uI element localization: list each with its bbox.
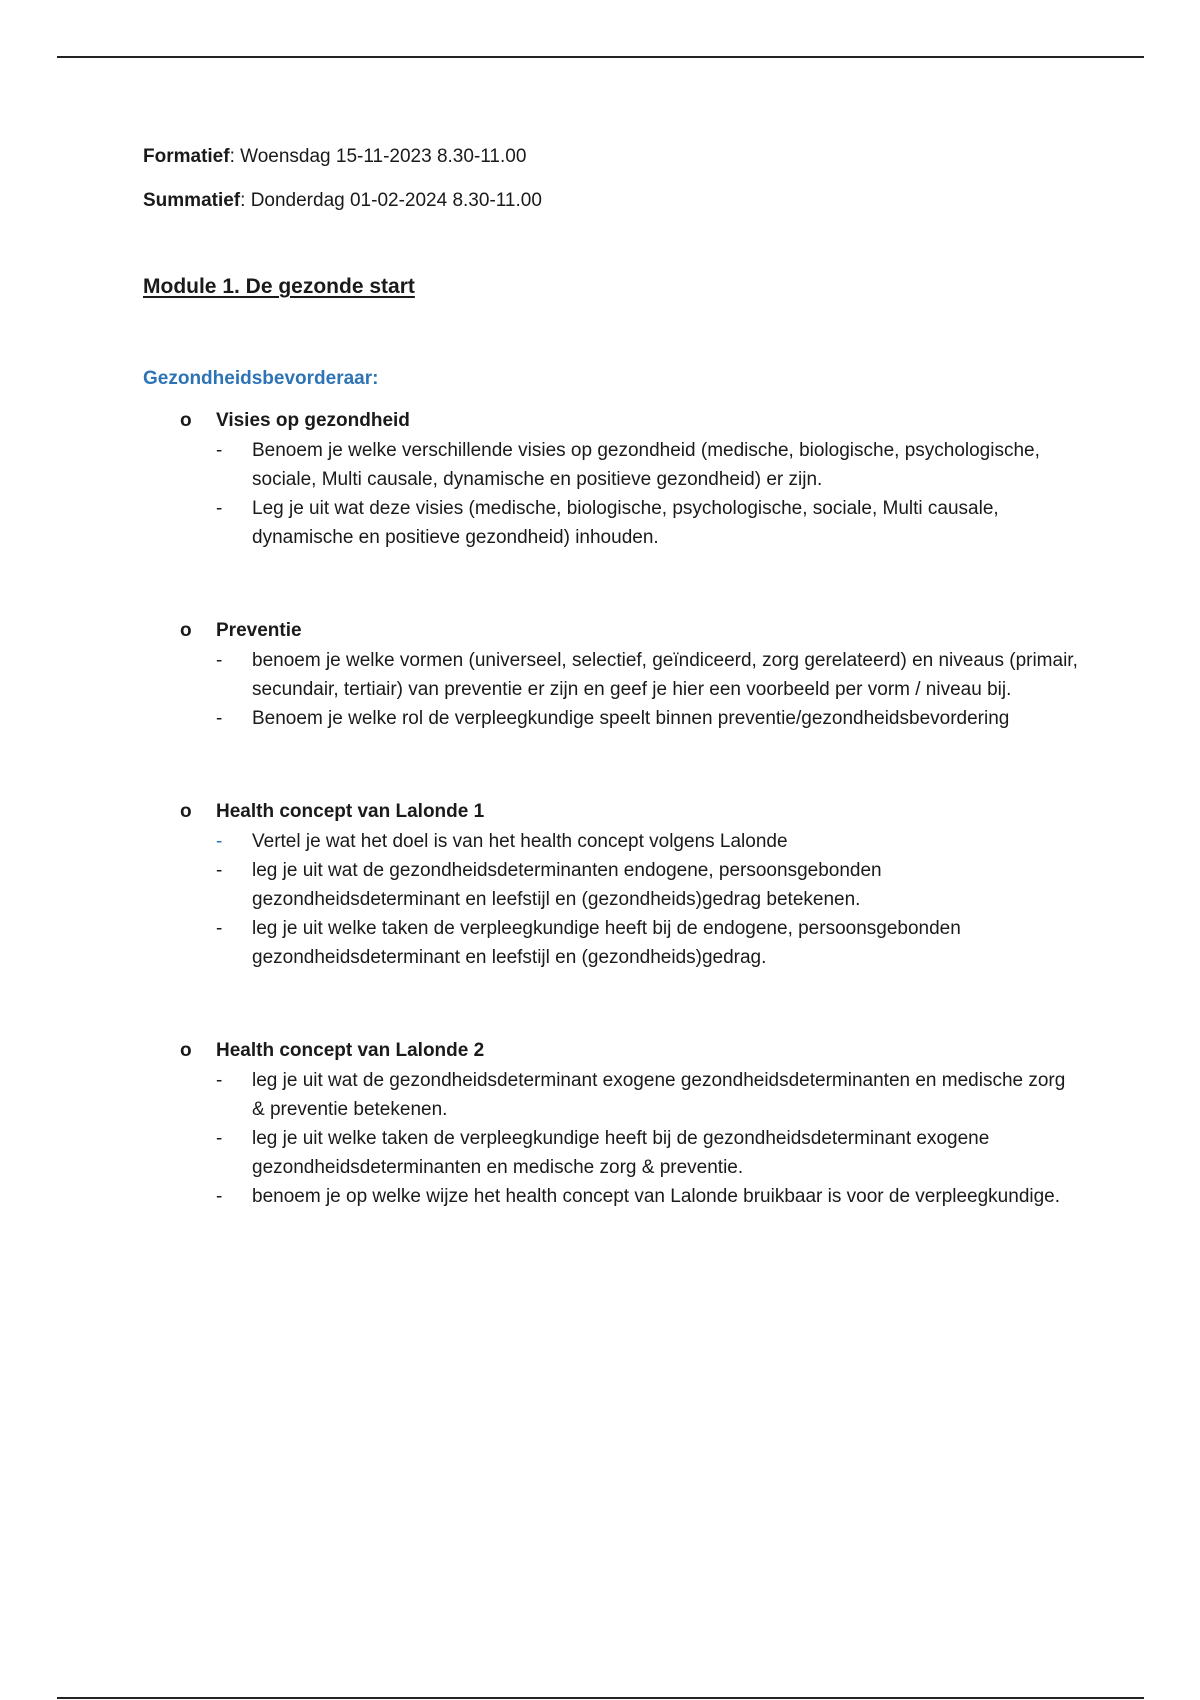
topic-lalonde-1 — [180, 797, 1083, 972]
header-rule — [57, 56, 1144, 58]
list-item-text: benoem je welke vormen (universeel, selectief, geïndiceerd, zorg gerelateerd) en niveaus (primair, secundair, tertiair) van preventie er zijn en geef je hier een voorbeeld per vorm / niveau bij. — [252, 650, 1078, 700]
circle-bullet-icon: o — [180, 410, 192, 431]
formatief-label: Formatief — [143, 146, 230, 167]
list-item — [216, 1182, 1083, 1211]
topic-heading — [180, 1036, 1083, 1066]
list-item-text: leg je uit wat de gezondheidsdeterminant exogene gezondheidsdeterminanten en medische zorg & preventie betekenen. — [252, 1070, 1066, 1120]
topic-title: Health concept van Lalonde 2 — [216, 1040, 485, 1061]
list-item-text: leg je uit wat de gezondheidsdeterminanten endogene, persoonsgebonden gezondheidsdeterminant en leefstijl en (gezondheids)gedrag betekenen. — [252, 860, 882, 910]
list-item — [216, 494, 1083, 552]
topic-visies — [180, 406, 1083, 552]
dash-bullet-icon: - — [216, 650, 223, 671]
list-item — [216, 914, 1083, 972]
topic-title: Health concept van Lalonde 1 — [216, 801, 485, 822]
module-title: Module 1. De gezonde start — [143, 275, 415, 298]
footer-rule — [57, 1697, 1144, 1699]
list-item-text: benoem je op welke wijze het health concept van Lalonde bruikbaar is voor de verpleegkundige. — [252, 1186, 1061, 1207]
formatief-value: : Woensdag 15-11-2023 8.30-11.00 — [229, 146, 527, 167]
summatief-value: : Donderdag 01-02-2024 8.30-11.00 — [240, 190, 542, 211]
topic-preventie — [180, 616, 1083, 733]
topic-items — [180, 1066, 1083, 1211]
list-item — [216, 704, 1083, 733]
topic-items — [180, 436, 1083, 552]
formatief-line — [143, 142, 1083, 172]
dash-bullet-icon: - — [216, 708, 223, 729]
dash-bullet-icon: - — [216, 831, 223, 852]
dash-bullet-icon: - — [216, 918, 223, 939]
list-item-text: Benoem je welke verschillende visies op gezondheid (medische, biologische, psychologische, sociale, Multi causale, dynamische en positieve gezondheid) er zijn. — [252, 440, 1040, 490]
list-item-text: Leg je uit wat deze visies (medische, biologische, psychologische, sociale, Multi causale, dynamische en positieve gezondheid) inhouden. — [252, 498, 999, 548]
dash-bullet-icon: - — [216, 1128, 223, 1149]
list-item-text: leg je uit welke taken de verpleegkundige heeft bij de endogene, persoonsgebonden gezondheidsdeterminant en leefstijl en (gezondheids)gedrag. — [252, 918, 961, 968]
role-title: Gezondheidsbevorderaar: — [143, 368, 379, 389]
list-item-text: Benoem je welke rol de verpleegkundige speelt binnen preventie/gezondheidsbevordering — [252, 708, 1010, 729]
dash-bullet-icon: - — [216, 1186, 223, 1207]
list-item — [216, 1066, 1083, 1124]
topic-items — [180, 646, 1083, 733]
topic-lalonde-2 — [180, 1036, 1083, 1211]
topic-heading — [180, 797, 1083, 827]
list-item — [216, 436, 1083, 494]
list-item — [216, 827, 1083, 856]
topic-title: Preventie — [216, 620, 302, 641]
list-item-text: leg je uit welke taken de verpleegkundige heeft bij de gezondheidsdeterminant exogene gezondheidsdeterminanten en medische zorg & preventie. — [252, 1128, 990, 1178]
circle-bullet-icon: o — [180, 1040, 192, 1061]
topic-items — [180, 827, 1083, 972]
topic-title: Visies op gezondheid — [216, 410, 410, 431]
dash-bullet-icon: - — [216, 440, 223, 461]
list-item-text: Vertel je wat het doel is van het health concept volgens Lalonde — [252, 831, 788, 852]
circle-bullet-icon: o — [180, 801, 192, 822]
topic-heading — [180, 406, 1083, 436]
dash-bullet-icon: - — [216, 860, 223, 881]
list-item — [216, 1124, 1083, 1182]
dash-bullet-icon: - — [216, 498, 223, 519]
list-item — [216, 646, 1083, 704]
dash-bullet-icon: - — [216, 1070, 223, 1091]
list-item — [216, 856, 1083, 914]
circle-bullet-icon: o — [180, 620, 192, 641]
summatief-label: Summatief — [143, 190, 241, 211]
document-body — [143, 142, 1083, 1211]
summatief-line — [143, 186, 1083, 216]
topic-heading — [180, 616, 1083, 646]
